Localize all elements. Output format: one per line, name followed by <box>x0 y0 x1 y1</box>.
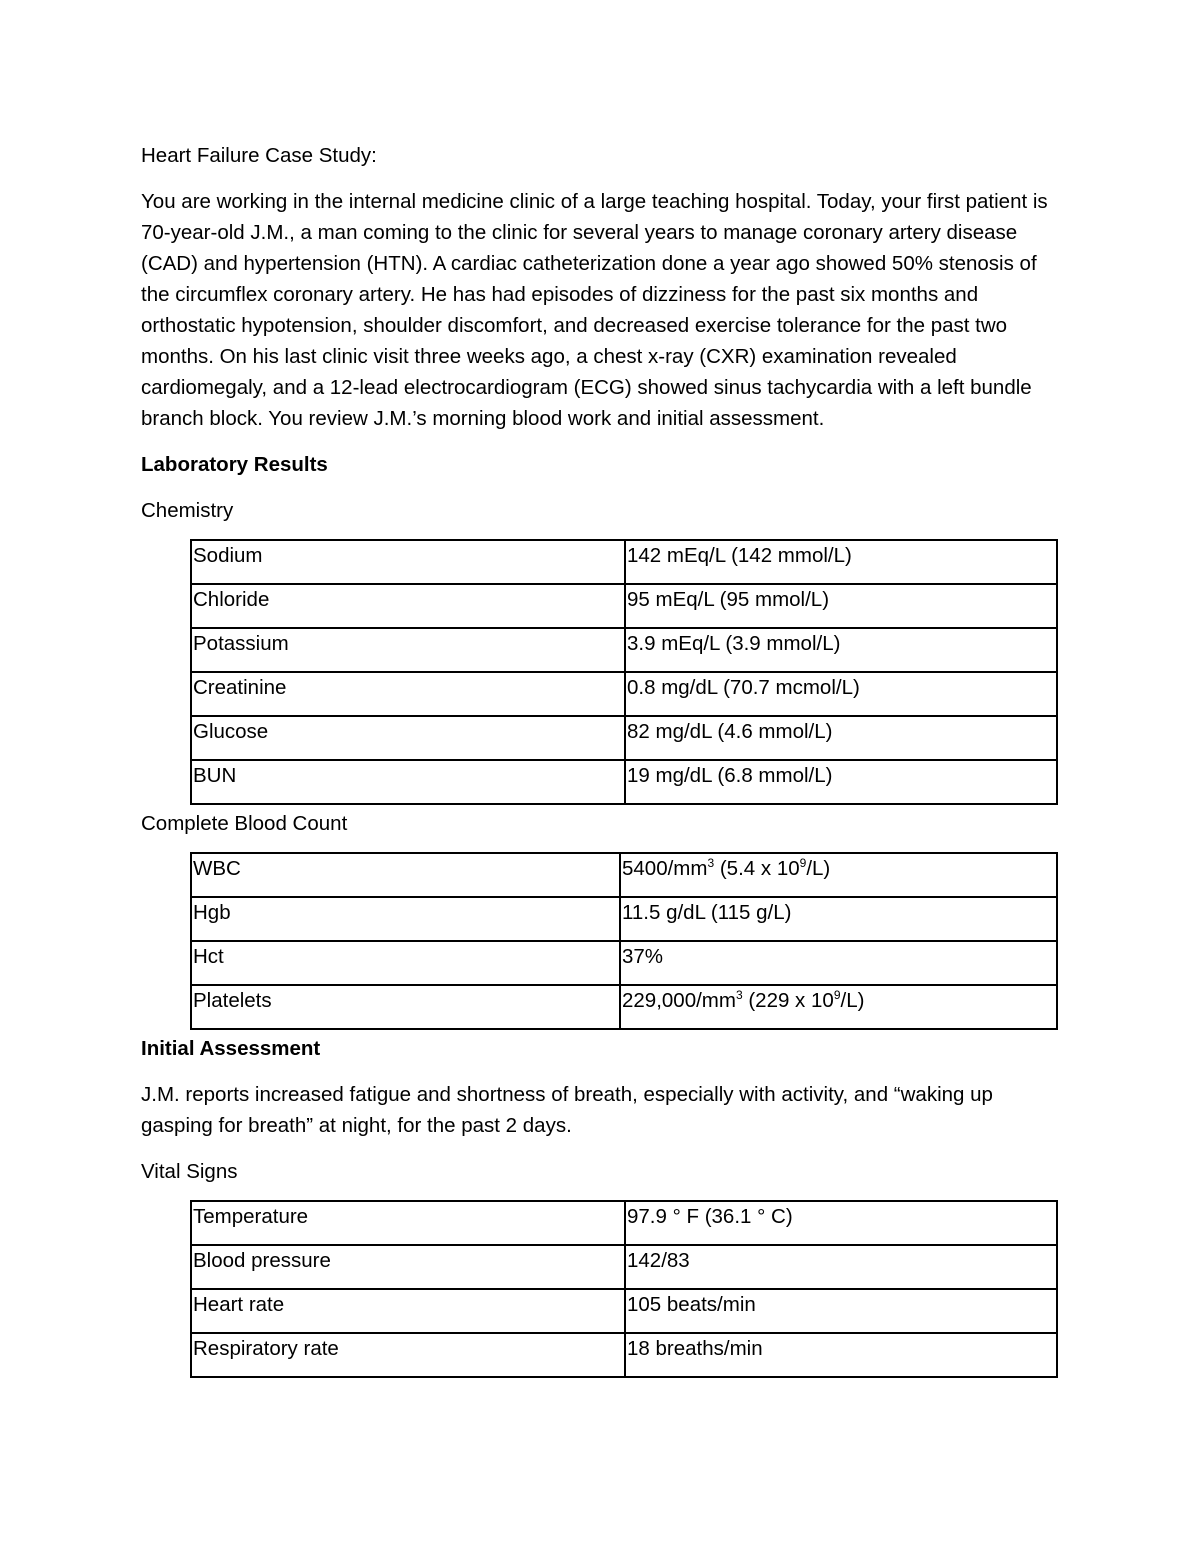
table-row <box>191 540 1057 584</box>
lab-value: 0.8 mg/dL (70.7 mcmol/L) <box>625 672 1057 716</box>
lab-value: $5400/mm^3$ (5.4 x $10^9/L$) <box>620 853 1057 897</box>
table-row <box>191 1245 1057 1289</box>
table-row <box>191 897 1057 941</box>
table-row <box>191 941 1057 985</box>
table-row <box>191 1289 1057 1333</box>
vital-value: 18 breaths/min <box>625 1333 1057 1377</box>
table-row <box>191 584 1057 628</box>
lab-value: 11.5 g/dL (115 g/L) <box>620 897 1057 941</box>
lab-value: 142 mEq/L (142 mmol/L) <box>625 540 1057 584</box>
lab-name: Glucose <box>191 716 625 760</box>
lab-value: $229,000/mm^3$ (229 x $10^9/L$) <box>620 985 1057 1029</box>
vital-name: Temperature <box>191 1201 625 1245</box>
chemistry-table <box>190 539 1058 805</box>
lab-name: WBC <box>191 853 620 897</box>
lab-value: 3.9 mEq/L (3.9 mmol/L) <box>625 628 1057 672</box>
table-row <box>191 985 1057 1029</box>
assessment-paragraph: J.M. reports increased fatigue and shortness of breath, especially with activity, and “waking up gasping for breath” at night, for the past 2 days. <box>141 1083 993 1137</box>
chemistry-heading: Chemistry <box>141 499 234 522</box>
lab-name: Hct <box>191 941 620 985</box>
table-row <box>191 672 1057 716</box>
table-row <box>191 628 1057 672</box>
table-row <box>191 716 1057 760</box>
vital-name: Respiratory rate <box>191 1333 625 1377</box>
lab-name: BUN <box>191 760 625 804</box>
lab-value: 19 mg/dL (6.8 mmol/L) <box>625 760 1057 804</box>
lab-name: Potassium <box>191 628 625 672</box>
lab-name: Hgb <box>191 897 620 941</box>
lab-results-heading: Laboratory Results <box>141 453 328 476</box>
vital-name: Blood pressure <box>191 1245 625 1289</box>
lab-name: Sodium <box>191 540 625 584</box>
vital-name: Heart rate <box>191 1289 625 1333</box>
intro-paragraph: You are working in the internal medicine clinic of a large teaching hospital. Today, your first patient is 70-year-old J.M., a man coming to the clinic for several years to manage coronary artery disease (CAD) and hypertension (HTN). A cardiac catheterization done a year ago showed 50% stenosis of the circumflex coronary artery. He has had episodes of dizziness for the past six months and orthostatic hypotension, shoulder discomfort, and decreased exercise tolerance for the past two months. On his last clinic visit three weeks ago, a chest x-ray (CXR) examination revealed cardiomegaly, and a 12-lead electrocardiogram (ECG) showed sinus tachycardia with a left bundle branch block. You review J.M.’s morning blood work and initial assessment. <box>141 190 1048 430</box>
lab-name: Chloride <box>191 584 625 628</box>
table-row <box>191 853 1057 897</box>
vital-value: 97.9 ° F (36.1 ° C) <box>625 1201 1057 1245</box>
vital-signs-heading: Vital Signs <box>141 1160 238 1183</box>
initial-assessment-heading: Initial Assessment <box>141 1037 321 1060</box>
document-title: Heart Failure Case Study: <box>141 144 377 167</box>
table-row <box>191 1201 1057 1245</box>
lab-value: 37% <box>620 941 1057 985</box>
lab-value: 95 mEq/L (95 mmol/L) <box>625 584 1057 628</box>
lab-name: Creatinine <box>191 672 625 716</box>
table-row <box>191 1333 1057 1377</box>
table-row <box>191 760 1057 804</box>
vital-signs-table <box>190 1200 1058 1378</box>
cbc-heading: Complete Blood Count <box>141 812 348 835</box>
lab-name: Platelets <box>191 985 620 1029</box>
vital-value: 105 beats/min <box>625 1289 1057 1333</box>
cbc-table <box>190 852 1058 1030</box>
document-page <box>141 140 1061 1378</box>
lab-value: 82 mg/dL (4.6 mmol/L) <box>625 716 1057 760</box>
vital-value: 142/83 <box>625 1245 1057 1289</box>
